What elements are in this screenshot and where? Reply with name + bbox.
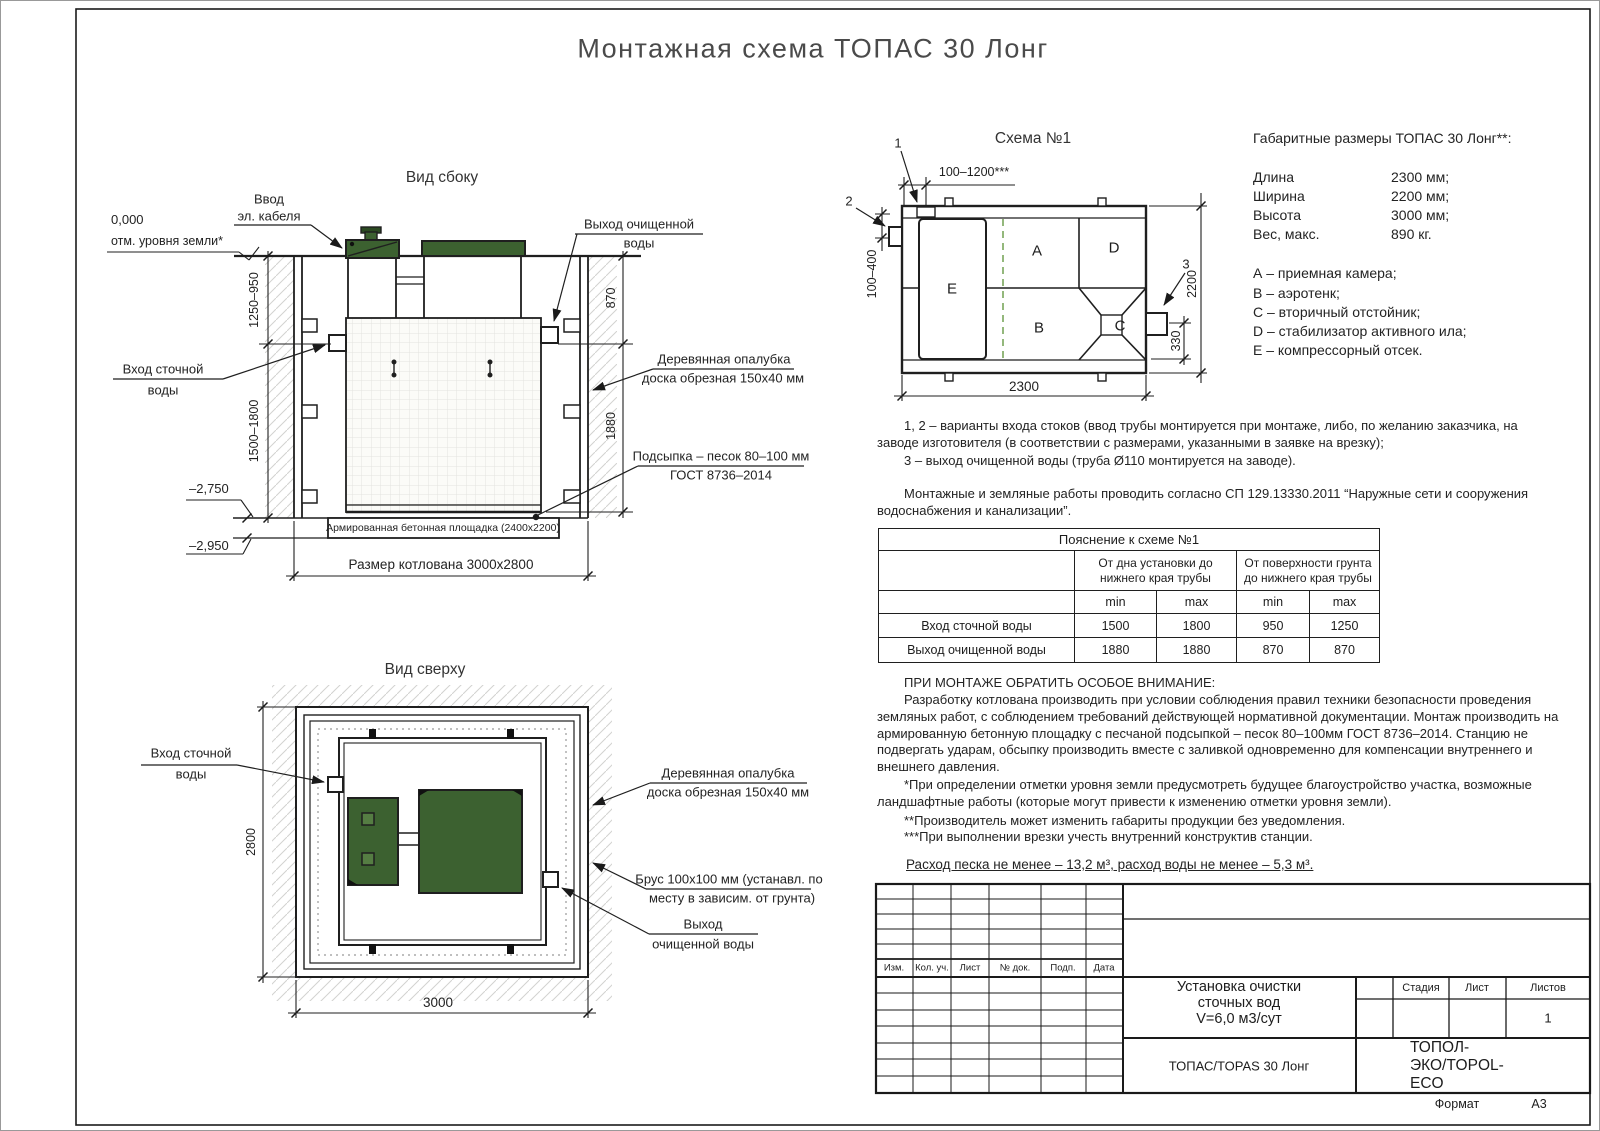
level-2750-label: –2,750 — [189, 481, 229, 496]
tb-col-ndok: № док. — [999, 962, 1031, 974]
page-title: Монтажная схема ТОПАС 30 Лонг — [577, 33, 1049, 64]
spec-value: 3000 мм; — [1391, 207, 1450, 223]
sand-label-2: ГОСТ 8736–2014 — [669, 467, 773, 483]
doc-name-line-3: V=6,0 м3/сут — [1196, 1011, 1282, 1027]
chamber-a-label: А — [1031, 242, 1043, 260]
cable-entry-label-1: Ввод — [254, 191, 284, 207]
sand-label-1: Подсыпка – песок 80–100 мм — [632, 448, 810, 464]
attention-title: ПРИ МОНТАЖЕ ОБРАТИТЬ ОСОБОЕ ВНИМАНИЕ: — [904, 675, 1216, 690]
specs-title: Габаритные размеры ТОПАС 30 Лонг**: — [1253, 130, 1512, 146]
cable-entry-label-2: эл. кабеля — [237, 208, 301, 224]
table-max-header: max — [1310, 591, 1380, 614]
spec-value: 2300 мм; — [1391, 169, 1450, 185]
pit-size-label: Размер котлована 3000х2800 — [348, 557, 534, 573]
table-cell: 1500 — [1075, 614, 1157, 638]
tb-col-koluch: Кол. уч. — [915, 962, 949, 974]
table-cell: 870 — [1237, 638, 1310, 663]
table-cell: 1800 — [1157, 614, 1237, 638]
spec-value: 2200 мм; — [1391, 188, 1450, 204]
callout-3: 3 — [1182, 256, 1190, 272]
callout-2: 2 — [845, 193, 853, 209]
table-corner-cell — [879, 551, 1075, 591]
table-row-label: Выход очищенной воды — [879, 638, 1075, 663]
dim-2300: 2300 — [1008, 379, 1040, 395]
spec-label: Вес, макс. — [1253, 226, 1320, 242]
table-row — [879, 529, 1380, 551]
tv-outlet-label-2: очищенной воды — [652, 936, 754, 952]
beam-label-1: Брус 100х100 мм (устанавл. по — [635, 871, 823, 887]
tb-col-izm: Изм. — [883, 962, 905, 974]
ground-level-label: отм. уровня земли* — [111, 234, 224, 248]
note-outlet: 3 – выход очищенной воды (труба Ø110 монтируется на заводе). — [904, 453, 1296, 468]
doc-name-line-2: сточных вод — [1197, 995, 1281, 1011]
tv-inlet-label-1: Вход сточной — [150, 745, 232, 761]
product-name: ТОПАС/TOPAS 30 Лонг — [1168, 1058, 1310, 1074]
dim-1250-950: 1250–950 — [246, 272, 261, 328]
dim-1880: 1880 — [603, 412, 618, 440]
scheme-title: Схема №1 — [994, 130, 1072, 148]
format-value: А3 — [1531, 1097, 1547, 1111]
top-view-title: Вид сверху — [384, 661, 466, 679]
attention-note-3: ***При выполнении врезки учесть внутренний конструктив станции. — [904, 829, 1313, 844]
dim-870: 870 — [603, 287, 618, 309]
tv-inlet-label-2: воды — [175, 766, 207, 782]
table-cell: 1880 — [1075, 638, 1157, 663]
format-label: Формат — [1434, 1097, 1480, 1111]
zero-mark-label: 0,000 — [111, 212, 144, 227]
dim-3000: 3000 — [422, 995, 454, 1011]
tv-formwork-label-1: Деревянная опалубка — [661, 765, 795, 781]
table-min-header: min — [1075, 591, 1157, 614]
chamber-b-label: В — [1033, 319, 1045, 337]
dim-2200: 2200 — [1184, 270, 1199, 298]
note-variants: 1, 2 – варианты входа стоков (ввод трубы монтируется при монтаже, либо, по желанию заказчика, на заводе изготовителя (в соответствии с размерами, указанными в заявке на врезку); — [877, 418, 1518, 450]
consumption-note: Расход песка не менее – 13,2 м³, расход воды не менее – 5,3 м³. — [906, 857, 1314, 872]
stage-label: Стадия — [1402, 982, 1440, 994]
level-2950-label: –2,950 — [189, 538, 229, 553]
dim-1500-1800: 1500–1800 — [246, 399, 261, 463]
legend-item: Е – компрессорный отсек. — [1253, 342, 1423, 358]
dim-2800: 2800 — [243, 828, 258, 856]
dim-330: 330 — [1168, 330, 1183, 352]
company-name: ТОПОЛ-ЭКО/TOPOL-ECO — [1410, 1039, 1504, 1092]
inlet-label-2: воды — [147, 382, 179, 398]
dim-100-1200: 100–1200*** — [938, 164, 1010, 179]
attention-body: Разработку котлована производить при условии соблюдения правил техники безопасности проведения земляных работ, с соблюдением требований действующей нормативной документации. Монтаж производить на армированную бетонную площадку с песчаной подсыпкой – песок 80–100мм ГОСТ 8736–2014. Станцию не подвергать ударам, обсыпку производить вместе с заливкой одновременно для компенсации внутреннего и внешнего давления. — [877, 692, 1559, 775]
legend-item: D – стабилизатор активного ила; — [1253, 323, 1467, 339]
doc-name-line-1: Установка очистки — [1176, 979, 1302, 995]
formwork-label-1: Деревянная опалубка — [657, 351, 791, 367]
top-view-drawing — [141, 685, 811, 1018]
tv-formwork-label-2: доска обрезная 150х40 мм — [646, 784, 810, 800]
attention-note-2: **Производитель может изменить габариты продукции без уведомления. — [904, 813, 1346, 828]
outlet-label-1: Выход очищенной — [583, 216, 695, 232]
tb-col-data: Дата — [1093, 962, 1115, 974]
chamber-c-label: С — [1114, 317, 1126, 335]
tv-outlet-label-1: Выход — [683, 916, 723, 932]
scheme-drawing — [856, 151, 1207, 401]
table-row — [879, 551, 1380, 591]
table-min-header: min — [1237, 591, 1310, 614]
table-cell: 870 — [1310, 638, 1380, 663]
table-group-header: От поверхности грунта до нижнего края трубы — [1237, 551, 1380, 591]
table-cell: 950 — [1237, 614, 1310, 638]
table-row-label: Вход сточной воды — [879, 614, 1075, 638]
table-row — [879, 591, 1380, 614]
table-group-header: От дна установки до нижнего края трубы — [1075, 551, 1237, 591]
beam-label-2: месту в зависим. от грунта) — [648, 890, 816, 906]
sheets-value: 1 — [1544, 1010, 1552, 1026]
table-cell: 1880 — [1157, 638, 1237, 663]
side-view-title: Вид сбоку — [405, 169, 479, 187]
tb-col-list: Лист — [959, 962, 981, 974]
spec-value: 890 кг. — [1391, 226, 1432, 242]
callout-1: 1 — [894, 135, 902, 151]
chamber-e-label: Е — [946, 280, 958, 298]
spec-label: Ширина — [1253, 188, 1305, 204]
legend-item: А – приемная камера; — [1253, 265, 1397, 281]
table-cell: 1250 — [1310, 614, 1380, 638]
spec-label: Длина — [1253, 169, 1294, 185]
explanation-table — [878, 528, 1380, 663]
sheet-label: Лист — [1465, 982, 1489, 994]
sheets-label: Листов — [1530, 982, 1566, 994]
table-title: Пояснение к схеме №1 — [879, 529, 1380, 551]
table-max-header: max — [1157, 591, 1237, 614]
legend-item: С – вторичный отстойник; — [1253, 304, 1421, 320]
legend-item: В – аэротенк; — [1253, 285, 1340, 301]
outlet-label-2: воды — [623, 235, 655, 251]
table-empty-cell — [879, 591, 1075, 614]
spec-label: Высота — [1253, 207, 1302, 223]
inlet-label-1: Вход сточной — [122, 361, 204, 377]
table-row — [879, 614, 1380, 638]
attention-note-1: *При определении отметки уровня земли предусмотреть будущее благоустройство участка, возможные ландшафтные работы (которые могут привести к изменению отметки уровня земли). — [877, 777, 1532, 809]
tb-col-podp: Подп. — [1050, 962, 1076, 974]
chamber-d-label: D — [1108, 239, 1120, 257]
formwork-label-2: доска обрезная 150х40 мм — [641, 370, 805, 386]
dim-100-400: 100–400 — [864, 249, 879, 299]
note-works: Монтажные и земляные работы проводить согласно СП 129.13330.2011 “Наружные сети и сооружения водоснабжения и канализации”. — [877, 486, 1529, 518]
table-row — [879, 638, 1380, 663]
concrete-pad-label: Армированная бетонная площадка (2400х2200) — [326, 521, 560, 534]
